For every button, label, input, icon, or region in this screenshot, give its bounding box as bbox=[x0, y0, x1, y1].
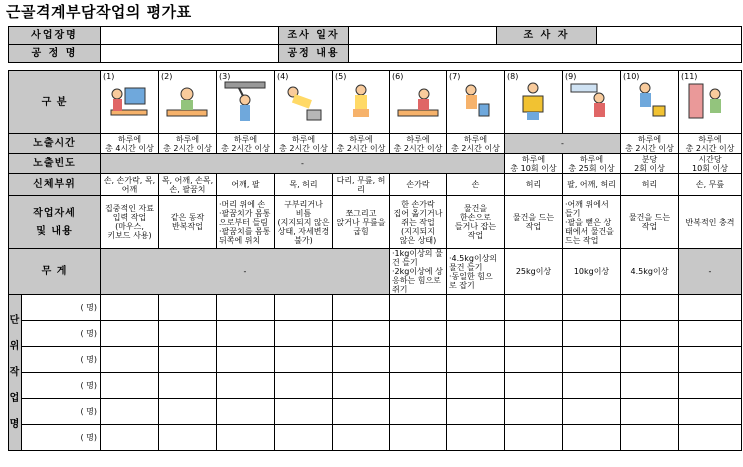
body-cell: 허리 bbox=[505, 174, 563, 196]
row-label-category: 구 분 bbox=[9, 71, 101, 134]
time-cell: 하루에 총 4시간 이상 bbox=[101, 134, 159, 154]
entry-cell[interactable] bbox=[505, 295, 563, 321]
col-illustration bbox=[505, 71, 563, 134]
col-number: (9) bbox=[565, 72, 577, 81]
time-cell: 하루에 총 2시간 이상 bbox=[621, 134, 679, 154]
computer-worker-icon bbox=[107, 80, 151, 126]
date-label: 조사 일자 bbox=[279, 27, 349, 45]
info-table bbox=[8, 26, 742, 63]
entry-cell[interactable] bbox=[621, 321, 679, 347]
time-cell: 하루에 총 2시간 이상 bbox=[217, 134, 275, 154]
col-illustration bbox=[621, 71, 679, 134]
entry-cell[interactable] bbox=[159, 295, 217, 321]
entry-cell[interactable] bbox=[447, 399, 505, 425]
entry-cell[interactable] bbox=[101, 399, 159, 425]
entry-cell[interactable] bbox=[275, 321, 333, 347]
posture-cell: 반복적인 충격 bbox=[679, 196, 742, 249]
entry-cell[interactable] bbox=[679, 373, 742, 399]
entry-cell[interactable] bbox=[217, 399, 275, 425]
posture-cell: 같은 동작 반복작업 bbox=[159, 196, 217, 249]
body-cell: 어깨, 팔 bbox=[217, 174, 275, 196]
evaluation-table bbox=[8, 70, 742, 451]
entry-cell[interactable] bbox=[621, 425, 679, 451]
entry-cell[interactable] bbox=[101, 295, 159, 321]
entry-cell[interactable] bbox=[390, 373, 447, 399]
entry-cell[interactable] bbox=[563, 347, 621, 373]
squatting-work-icon bbox=[339, 80, 383, 126]
content-field[interactable] bbox=[349, 45, 742, 63]
entry-cell[interactable] bbox=[505, 399, 563, 425]
entry-cell[interactable] bbox=[505, 373, 563, 399]
entry-cell[interactable] bbox=[447, 425, 505, 451]
posture-cell: 한 손가락 집어 옮기거나 쥐는 작업 (지지되지 않은 상태) bbox=[390, 196, 447, 249]
body-cell: 손가락 bbox=[390, 174, 447, 196]
entry-cell[interactable] bbox=[563, 399, 621, 425]
entry-cell[interactable] bbox=[621, 373, 679, 399]
entry-cell[interactable] bbox=[101, 347, 159, 373]
col-illustration bbox=[333, 71, 390, 134]
entry-cell[interactable] bbox=[101, 425, 159, 451]
posture-cell: 쪼그리고 앉거나 무릎을 굽힘 bbox=[333, 196, 390, 249]
weight-cell: 4.5kg이상 bbox=[621, 249, 679, 295]
impact-work-icon bbox=[685, 80, 729, 126]
col-illustration bbox=[390, 71, 447, 134]
freq-cell: 하루에 총 25회 이상 bbox=[563, 154, 621, 174]
posture-cell: ·어깨 위에서 들기 ·팔을 뻗은 상 태에서 물건을 드는 작업 bbox=[563, 196, 621, 249]
weight-cell: 10kg이상 bbox=[563, 249, 621, 295]
body-cell: 손, 무릎 bbox=[679, 174, 742, 196]
body-cell: 목, 허리 bbox=[275, 174, 333, 196]
content-label: 공정 내용 bbox=[279, 45, 349, 63]
col-illustration bbox=[217, 71, 275, 134]
entry-cell[interactable] bbox=[159, 399, 217, 425]
entry-cell[interactable] bbox=[679, 399, 742, 425]
col-illustration bbox=[563, 71, 621, 134]
time-cell: 하루에 총 2시간 이상 bbox=[333, 134, 390, 154]
entry-cell[interactable] bbox=[390, 425, 447, 451]
freq-cell: 분당 2회 이상 bbox=[621, 154, 679, 174]
unit-work-person-count[interactable]: ( 명) bbox=[22, 295, 101, 321]
col-illustration bbox=[679, 71, 742, 134]
entry-cell[interactable] bbox=[563, 295, 621, 321]
col-number: (6) bbox=[392, 72, 404, 81]
entry-cell[interactable] bbox=[159, 321, 217, 347]
time-cell: 하루에 총 2시간 이상 bbox=[679, 134, 742, 154]
entry-cell[interactable] bbox=[447, 321, 505, 347]
entry-cell[interactable] bbox=[217, 425, 275, 451]
one-hand-grip-icon bbox=[453, 80, 497, 126]
entry-cell[interactable] bbox=[679, 425, 742, 451]
entry-cell[interactable] bbox=[159, 347, 217, 373]
col-number: (1) bbox=[103, 72, 115, 81]
col-illustration bbox=[275, 71, 333, 134]
row-label-exposure-freq: 노출빈도 bbox=[9, 154, 101, 174]
time-cell: 하루에 총 2시간 이상 bbox=[159, 134, 217, 154]
unit-work-person-count[interactable]: ( 명) bbox=[22, 425, 101, 451]
entry-cell[interactable] bbox=[505, 425, 563, 451]
freq-cell: 시간당 10회 이상 bbox=[679, 154, 742, 174]
posture-cell: 구부리거나 비틈 (지지되지 않은 상태, 자세변경 불가) bbox=[275, 196, 333, 249]
entry-cell[interactable] bbox=[217, 347, 275, 373]
col-number: (10) bbox=[623, 72, 640, 81]
row-label-body-part: 신체부위 bbox=[9, 174, 101, 196]
date-field[interactable] bbox=[349, 27, 497, 45]
entry-cell[interactable] bbox=[217, 321, 275, 347]
entry-cell[interactable] bbox=[390, 321, 447, 347]
overhead-work-icon bbox=[223, 80, 267, 126]
entry-cell[interactable] bbox=[275, 399, 333, 425]
finger-pinch-icon bbox=[396, 80, 440, 126]
entry-cell[interactable] bbox=[333, 373, 390, 399]
unit-work-label: 단 위 작 업 명 bbox=[9, 295, 22, 451]
bending-work-icon bbox=[281, 80, 325, 126]
entry-cell[interactable] bbox=[275, 347, 333, 373]
time-cell: 하루에 총 2시간 이상 bbox=[390, 134, 447, 154]
col-number: (2) bbox=[161, 72, 173, 81]
time-cell: 하루에 총 2시간 이상 bbox=[447, 134, 505, 154]
body-cell: 팔, 어깨, 허리 bbox=[563, 174, 621, 196]
process-label: 공 정 명 bbox=[9, 45, 101, 63]
entry-cell[interactable] bbox=[101, 321, 159, 347]
time-cell: 하루에 총 2시간 이상 bbox=[275, 134, 333, 154]
body-cell: 목, 어깨, 손목, 손, 팔꿈치 bbox=[159, 174, 217, 196]
entry-cell[interactable] bbox=[217, 295, 275, 321]
posture-cell: 물건을 드는 작업 bbox=[621, 196, 679, 249]
entry-cell[interactable] bbox=[563, 425, 621, 451]
unit-work-person-count[interactable]: ( 명) bbox=[22, 399, 101, 425]
entry-cell[interactable] bbox=[333, 425, 390, 451]
freq-dash-cell: - bbox=[101, 154, 505, 174]
entry-cell[interactable] bbox=[275, 425, 333, 451]
col-number: (5) bbox=[335, 72, 347, 81]
entry-cell[interactable] bbox=[447, 347, 505, 373]
company-label: 사업장명 bbox=[9, 27, 101, 45]
entry-cell[interactable] bbox=[390, 399, 447, 425]
process-field[interactable] bbox=[101, 45, 279, 63]
weight-cell: ·1kg이상의 물 건 들기 ·2kg이상에 상 응하는 힘으로 쥐기 bbox=[390, 249, 447, 295]
entry-cell[interactable] bbox=[390, 295, 447, 321]
body-cell: 손 bbox=[447, 174, 505, 196]
page-title: 근골격계부담작업의 평가표 bbox=[6, 3, 192, 21]
body-cell: 허리 bbox=[621, 174, 679, 196]
entry-cell[interactable] bbox=[159, 373, 217, 399]
entry-cell[interactable] bbox=[333, 295, 390, 321]
unit-work-person-count[interactable]: ( 명) bbox=[22, 373, 101, 399]
entry-cell[interactable] bbox=[333, 347, 390, 373]
entry-cell[interactable] bbox=[679, 321, 742, 347]
row-label-posture: 작업자세 및 내용 bbox=[9, 196, 101, 249]
entry-cell[interactable] bbox=[447, 295, 505, 321]
entry-cell[interactable] bbox=[679, 295, 742, 321]
entry-cell[interactable] bbox=[333, 321, 390, 347]
col-illustration bbox=[101, 71, 159, 134]
entry-cell[interactable] bbox=[505, 347, 563, 373]
entry-cell[interactable] bbox=[563, 321, 621, 347]
col-number: (11) bbox=[681, 72, 698, 81]
weight-cell: 25kg이상 bbox=[505, 249, 563, 295]
col-number: (3) bbox=[219, 72, 231, 81]
unit-work-person-count[interactable]: ( 명) bbox=[22, 321, 101, 347]
col-number: (7) bbox=[449, 72, 461, 81]
unit-work-person-count[interactable]: ( 명) bbox=[22, 347, 101, 373]
entry-cell[interactable] bbox=[621, 399, 679, 425]
weight-cell: ·4.5kg이상의 물건 들기 ·동일한 힘으 로 잡기 bbox=[447, 249, 505, 295]
surveyor-field[interactable] bbox=[597, 27, 742, 45]
entry-cell[interactable] bbox=[621, 295, 679, 321]
weight-dash-cell: - bbox=[101, 249, 390, 295]
lifting-box-icon bbox=[511, 80, 555, 126]
entry-cell[interactable] bbox=[275, 295, 333, 321]
company-field[interactable] bbox=[101, 27, 279, 45]
repetitive-work-icon bbox=[165, 80, 209, 126]
entry-cell[interactable] bbox=[275, 373, 333, 399]
body-cell: 손, 손가락, 목, 어깨 bbox=[101, 174, 159, 196]
entry-cell[interactable] bbox=[447, 373, 505, 399]
posture-cell: 물건을 한손으로 들거나 잡는 작업 bbox=[447, 196, 505, 249]
posture-cell: 집중적인 자료 입력 작업 (마우스, 키보드 사용) bbox=[101, 196, 159, 249]
entry-cell[interactable] bbox=[563, 373, 621, 399]
entry-cell[interactable] bbox=[621, 347, 679, 373]
entry-cell[interactable] bbox=[159, 425, 217, 451]
entry-cell[interactable] bbox=[679, 347, 742, 373]
surveyor-label: 조 사 자 bbox=[497, 27, 597, 45]
entry-cell[interactable] bbox=[101, 373, 159, 399]
entry-cell[interactable] bbox=[505, 321, 563, 347]
row-label-exposure-time: 노출시간 bbox=[9, 134, 101, 154]
entry-cell[interactable] bbox=[217, 373, 275, 399]
body-cell: 다리, 무릎, 허리 bbox=[333, 174, 390, 196]
freq-cell: 하루에 총 10회 이상 bbox=[505, 154, 563, 174]
col-number: (8) bbox=[507, 72, 519, 81]
entry-cell[interactable] bbox=[333, 399, 390, 425]
weight-cell: - bbox=[679, 249, 742, 295]
row-label-weight: 무 게 bbox=[9, 249, 101, 295]
overhead-lifting-icon bbox=[569, 80, 613, 126]
posture-cell: 물건을 드는 작업 bbox=[505, 196, 563, 249]
frequent-lifting-icon bbox=[627, 80, 671, 126]
entry-cell[interactable] bbox=[390, 347, 447, 373]
col-illustration bbox=[447, 71, 505, 134]
col-number: (4) bbox=[277, 72, 289, 81]
posture-cell: ·머리 위에 손 ·팔꿈치가 몸통 으로부터 들림 ·팔꿈치를 몸통 뒤쪽에 위치 bbox=[217, 196, 275, 249]
col-illustration bbox=[159, 71, 217, 134]
time-dash-cell: - bbox=[505, 134, 621, 154]
